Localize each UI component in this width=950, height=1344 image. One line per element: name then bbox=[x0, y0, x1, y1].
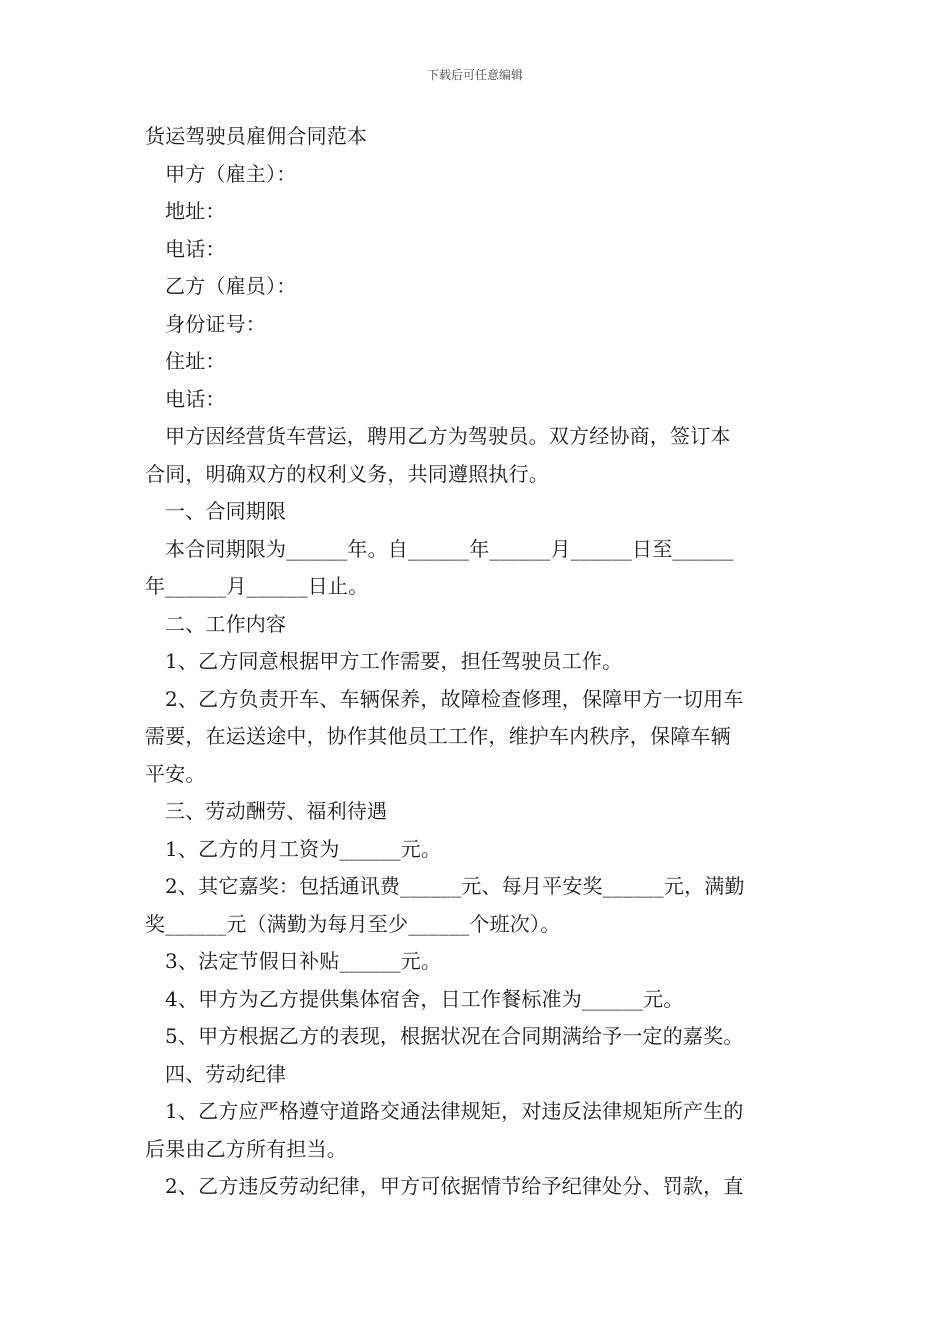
party-b-id-number: 身份证号： bbox=[165, 311, 266, 336]
party-b-phone: 电话： bbox=[165, 386, 226, 411]
section-3-item-5: 5、甲方根据乙方的表现，根据状况在合同期满给予一定的嘉奖。 bbox=[165, 1024, 744, 1048]
party-b-label: 乙方（雇员）： bbox=[165, 274, 297, 298]
section-1-line-1: 本合同期限为______年。自______年______月______日至______ bbox=[165, 536, 734, 561]
section-3-heading: 三、劳动酬劳、福利待遇 bbox=[165, 799, 388, 823]
section-3-item-2-line-1: 2、其它嘉奖：包括通讯费______元、每月平安奖______元，满勤 bbox=[165, 874, 745, 898]
section-2-item-2-line-2: 需要，在运送途中，协作其他员工工作，维护车内秩序，保障车辆 bbox=[145, 724, 731, 748]
section-2-heading: 二、工作内容 bbox=[165, 611, 287, 636]
intro-line-1: 甲方因经营货车营运，聘用乙方为驾驶员。双方经协商，签订本 bbox=[165, 424, 731, 448]
section-1-line-2: 年______月______日止。 bbox=[145, 574, 369, 598]
party-b-address: 住址： bbox=[165, 349, 226, 373]
section-3-item-2-line-2: 奖______元（满勤为每月至少______个班次）。 bbox=[145, 911, 561, 936]
section-3-item-4: 4、甲方为乙方提供集体宿舍，日工作餐标准为______元。 bbox=[165, 986, 684, 1011]
party-a-address: 地址： bbox=[165, 199, 226, 223]
section-4-item-1-line-2: 后果由乙方所有担当。 bbox=[145, 1136, 347, 1161]
section-2-item-2-line-1: 2、乙方负责开车、车辆保养，故障检查修理，保障甲方一切用车 bbox=[165, 686, 744, 711]
section-1-heading: 一、合同期限 bbox=[165, 499, 287, 523]
document-title: 货运驾驶员雇佣合同范本 bbox=[145, 124, 368, 148]
section-3-item-1: 1、乙方的月工资为______元。 bbox=[165, 836, 442, 861]
section-2-item-2-line-3: 平安。 bbox=[145, 761, 206, 786]
section-4-item-2-line-1: 2、乙方违反劳动纪律，甲方可依据情节给予纪律处分、罚款，直 bbox=[165, 1174, 744, 1198]
section-3-item-3: 3、法定节假日补贴______元。 bbox=[165, 949, 442, 973]
section-4-heading: 四、劳动纪律 bbox=[165, 1061, 287, 1086]
party-a-label: 甲方（雇主）： bbox=[165, 161, 297, 186]
header-note: 下载后可任意编辑 bbox=[426, 68, 523, 82]
section-4-item-1-line-1: 1、乙方应严格遵守道路交通法律规矩，对违反法律规矩所产生的 bbox=[165, 1099, 744, 1123]
party-a-phone: 电话： bbox=[165, 236, 226, 261]
section-2-item-1: 1、乙方同意根据甲方工作需要，担任驾驶员工作。 bbox=[165, 649, 623, 673]
intro-line-2: 合同，明确双方的权利义务，共同遵照执行。 bbox=[145, 461, 549, 486]
contract-document bbox=[145, 118, 810, 1206]
